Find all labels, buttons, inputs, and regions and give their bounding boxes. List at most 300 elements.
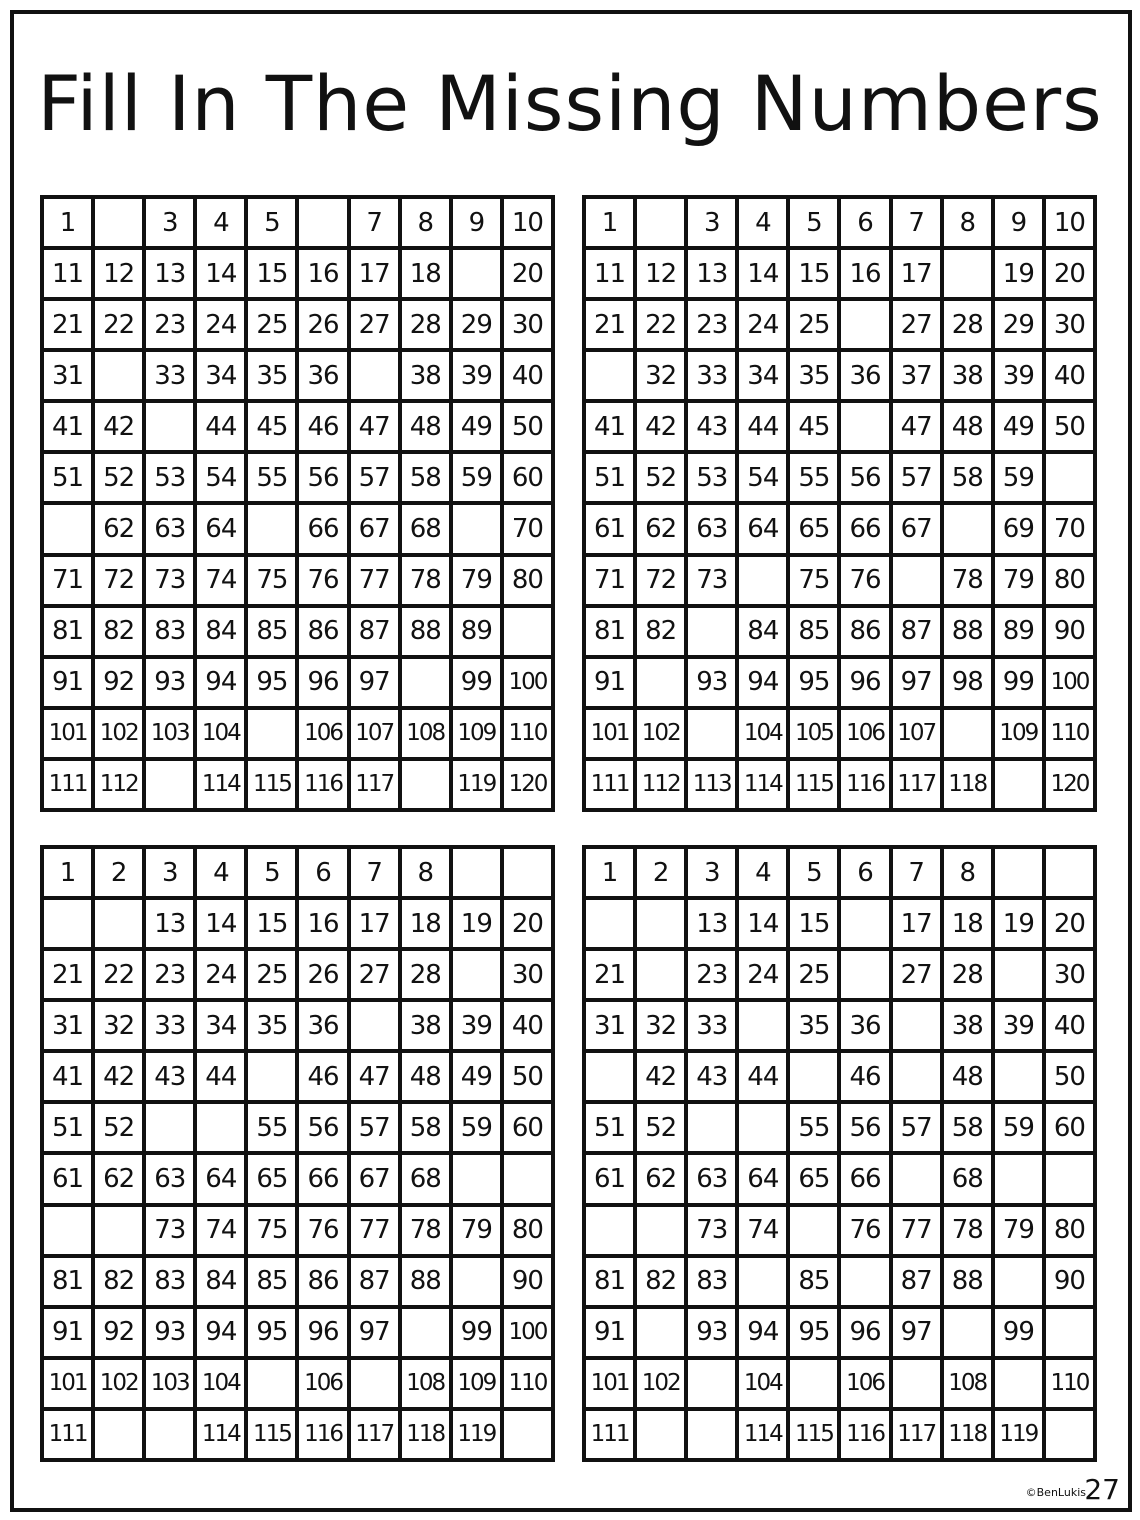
blank-number-cell[interactable] — [635, 1205, 686, 1256]
blank-number-cell[interactable] — [635, 1307, 686, 1358]
blank-number-cell[interactable] — [839, 898, 890, 949]
blank-number-cell[interactable] — [788, 1051, 839, 1102]
blank-number-cell[interactable] — [839, 949, 890, 1000]
number-cell: 75 — [246, 555, 297, 606]
number-cell: 23 — [144, 949, 195, 1000]
number-cell: 116 — [297, 759, 348, 810]
number-cell: 114 — [737, 759, 788, 810]
number-cell: 9 — [451, 197, 502, 248]
number-cell: 77 — [349, 1205, 400, 1256]
number-cell: 69 — [993, 503, 1044, 554]
number-cell: 66 — [839, 503, 890, 554]
number-cell: 7 — [891, 847, 942, 898]
number-cell: 34 — [737, 350, 788, 401]
number-cell: 87 — [891, 606, 942, 657]
number-cell: 59 — [451, 452, 502, 503]
blank-number-cell[interactable] — [942, 708, 993, 759]
number-cell: 40 — [502, 350, 553, 401]
blank-number-cell[interactable] — [635, 1409, 686, 1460]
number-cell: 45 — [246, 401, 297, 452]
number-cell: 110 — [502, 708, 553, 759]
number-cell: 18 — [400, 248, 451, 299]
number-cell: 103 — [144, 1358, 195, 1409]
number-cell: 97 — [891, 657, 942, 708]
blank-number-cell[interactable] — [1044, 1307, 1095, 1358]
number-cell: 17 — [349, 898, 400, 949]
number-cell: 25 — [788, 299, 839, 350]
number-cell: 102 — [93, 708, 144, 759]
number-cell: 8 — [400, 847, 451, 898]
number-cell: 119 — [451, 1409, 502, 1460]
number-grid-bottom-left — [40, 845, 555, 1462]
number-cell: 54 — [737, 452, 788, 503]
number-cell: 17 — [891, 898, 942, 949]
number-cell: 97 — [891, 1307, 942, 1358]
number-cell: 57 — [349, 1102, 400, 1153]
number-cell: 42 — [93, 401, 144, 452]
blank-number-cell[interactable] — [686, 1358, 737, 1409]
number-cell: 99 — [451, 657, 502, 708]
number-cell: 101 — [584, 708, 635, 759]
blank-number-cell[interactable] — [144, 759, 195, 810]
number-cell: 49 — [993, 401, 1044, 452]
number-cell: 36 — [839, 1000, 890, 1051]
blank-number-cell[interactable] — [502, 1409, 553, 1460]
number-cell: 9 — [993, 197, 1044, 248]
number-cell: 18 — [400, 898, 451, 949]
blank-number-cell[interactable] — [451, 1256, 502, 1307]
number-cell: 85 — [788, 606, 839, 657]
number-cell: 22 — [93, 949, 144, 1000]
blank-number-cell[interactable] — [1044, 1409, 1095, 1460]
number-grid-top-right — [582, 195, 1097, 812]
blank-number-cell[interactable] — [1044, 452, 1095, 503]
number-cell: 3 — [686, 847, 737, 898]
number-cell: 96 — [839, 1307, 890, 1358]
number-cell: 80 — [502, 1205, 553, 1256]
blank-number-cell[interactable] — [891, 1051, 942, 1102]
number-cell: 97 — [349, 657, 400, 708]
number-cell: 56 — [839, 452, 890, 503]
number-cell: 117 — [349, 1409, 400, 1460]
blank-number-cell[interactable] — [1044, 1153, 1095, 1204]
number-cell: 28 — [400, 299, 451, 350]
number-cell: 111 — [584, 759, 635, 810]
number-cell: 95 — [788, 657, 839, 708]
number-cell: 38 — [400, 350, 451, 401]
blank-number-cell[interactable] — [686, 606, 737, 657]
number-cell: 118 — [942, 1409, 993, 1460]
blank-number-cell[interactable] — [993, 1051, 1044, 1102]
number-cell: 87 — [891, 1256, 942, 1307]
number-cell: 6 — [839, 197, 890, 248]
number-cell: 80 — [1044, 555, 1095, 606]
blank-number-cell[interactable] — [144, 1102, 195, 1153]
blank-number-cell[interactable] — [686, 708, 737, 759]
number-cell: 52 — [93, 1102, 144, 1153]
number-cell: 79 — [451, 1205, 502, 1256]
number-cell: 14 — [195, 898, 246, 949]
blank-number-cell[interactable] — [93, 197, 144, 248]
blank-number-cell[interactable] — [42, 1205, 93, 1256]
blank-number-cell[interactable] — [502, 1153, 553, 1204]
blank-number-cell[interactable] — [993, 847, 1044, 898]
number-cell: 77 — [349, 555, 400, 606]
number-cell: 24 — [195, 299, 246, 350]
number-cell: 79 — [451, 555, 502, 606]
number-cell: 36 — [297, 1000, 348, 1051]
blank-number-cell[interactable] — [349, 1358, 400, 1409]
blank-number-cell[interactable] — [195, 1102, 246, 1153]
blank-number-cell[interactable] — [686, 1409, 737, 1460]
blank-number-cell[interactable] — [635, 197, 686, 248]
number-cell: 82 — [93, 1256, 144, 1307]
number-cell: 102 — [635, 1358, 686, 1409]
blank-number-cell[interactable] — [891, 1153, 942, 1204]
number-cell: 56 — [297, 452, 348, 503]
blank-number-cell[interactable] — [891, 1358, 942, 1409]
blank-number-cell[interactable] — [349, 350, 400, 401]
number-cell: 102 — [635, 708, 686, 759]
number-cell: 7 — [349, 847, 400, 898]
number-cell: 111 — [42, 759, 93, 810]
number-cell: 75 — [246, 1205, 297, 1256]
blank-number-cell[interactable] — [246, 1358, 297, 1409]
number-cell: 119 — [451, 759, 502, 810]
number-cell: 31 — [584, 1000, 635, 1051]
blank-number-cell[interactable] — [246, 503, 297, 554]
number-cell: 70 — [1044, 503, 1095, 554]
number-cell: 71 — [42, 555, 93, 606]
blank-number-cell[interactable] — [400, 759, 451, 810]
number-cell: 62 — [93, 1153, 144, 1204]
blank-number-cell[interactable] — [451, 1153, 502, 1204]
number-cell: 62 — [93, 503, 144, 554]
blank-number-cell[interactable] — [144, 401, 195, 452]
blank-number-cell[interactable] — [737, 1256, 788, 1307]
number-cell: 67 — [891, 503, 942, 554]
number-cell: 26 — [297, 299, 348, 350]
number-cell: 64 — [737, 503, 788, 554]
number-cell: 3 — [686, 197, 737, 248]
blank-number-cell[interactable] — [584, 1205, 635, 1256]
number-cell: 86 — [297, 1256, 348, 1307]
blank-number-cell[interactable] — [246, 708, 297, 759]
number-cell: 57 — [891, 1102, 942, 1153]
number-cell: 104 — [737, 708, 788, 759]
blank-number-cell[interactable] — [737, 1000, 788, 1051]
number-cell: 56 — [297, 1102, 348, 1153]
number-cell: 108 — [400, 1358, 451, 1409]
number-cell: 38 — [942, 350, 993, 401]
number-cell: 1 — [42, 197, 93, 248]
number-cell: 73 — [144, 555, 195, 606]
blank-number-cell[interactable] — [1044, 847, 1095, 898]
page-title: Fill In The Missing Numbers — [37, 59, 1103, 148]
blank-number-cell[interactable] — [635, 657, 686, 708]
number-cell: 91 — [42, 657, 93, 708]
number-cell: 27 — [349, 299, 400, 350]
number-cell: 116 — [839, 1409, 890, 1460]
blank-number-cell[interactable] — [839, 1256, 890, 1307]
number-cell: 117 — [891, 759, 942, 810]
blank-number-cell[interactable] — [297, 197, 348, 248]
blank-number-cell[interactable] — [93, 898, 144, 949]
number-cell: 101 — [42, 708, 93, 759]
number-cell: 32 — [93, 1000, 144, 1051]
blank-number-cell[interactable] — [144, 1409, 195, 1460]
number-cell: 19 — [993, 898, 1044, 949]
number-cell: 25 — [788, 949, 839, 1000]
blank-number-cell[interactable] — [584, 1051, 635, 1102]
blank-number-cell[interactable] — [451, 248, 502, 299]
number-cell: 58 — [942, 452, 993, 503]
number-cell: 75 — [788, 555, 839, 606]
number-cell: 31 — [42, 350, 93, 401]
number-cell: 44 — [195, 401, 246, 452]
number-cell: 39 — [451, 350, 502, 401]
blank-number-cell[interactable] — [635, 949, 686, 1000]
number-cell: 6 — [839, 847, 890, 898]
number-cell: 33 — [686, 1000, 737, 1051]
blank-number-cell[interactable] — [451, 847, 502, 898]
number-cell: 55 — [246, 1102, 297, 1153]
number-cell: 51 — [584, 452, 635, 503]
blank-number-cell[interactable] — [788, 1358, 839, 1409]
number-cell: 88 — [400, 606, 451, 657]
number-cell: 93 — [686, 1307, 737, 1358]
number-cell: 15 — [788, 248, 839, 299]
copyright-credit: ©BenLukis — [1025, 1486, 1086, 1499]
number-cell: 39 — [451, 1000, 502, 1051]
blank-number-cell[interactable] — [584, 350, 635, 401]
number-cell: 104 — [195, 1358, 246, 1409]
number-cell: 61 — [584, 1153, 635, 1204]
number-cell: 39 — [993, 1000, 1044, 1051]
number-cell: 111 — [42, 1409, 93, 1460]
number-cell: 56 — [839, 1102, 890, 1153]
number-cell: 97 — [349, 1307, 400, 1358]
number-cell: 52 — [635, 452, 686, 503]
blank-number-cell[interactable] — [93, 350, 144, 401]
number-cell: 50 — [1044, 1051, 1095, 1102]
number-cell: 76 — [839, 555, 890, 606]
number-cell: 65 — [246, 1153, 297, 1204]
blank-number-cell[interactable] — [737, 1102, 788, 1153]
number-cell: 67 — [349, 503, 400, 554]
number-cell: 32 — [635, 1000, 686, 1051]
number-cell: 61 — [584, 503, 635, 554]
blank-number-cell[interactable] — [502, 847, 553, 898]
number-cell: 54 — [195, 452, 246, 503]
number-cell: 63 — [686, 1153, 737, 1204]
number-cell: 103 — [144, 708, 195, 759]
number-cell: 45 — [788, 401, 839, 452]
number-cell: 81 — [42, 1256, 93, 1307]
number-cell: 38 — [942, 1000, 993, 1051]
blank-number-cell[interactable] — [942, 248, 993, 299]
number-cell: 92 — [93, 657, 144, 708]
blank-number-cell[interactable] — [502, 606, 553, 657]
number-cell: 117 — [349, 759, 400, 810]
number-cell: 94 — [737, 657, 788, 708]
number-cell: 27 — [891, 949, 942, 1000]
number-cell: 48 — [942, 401, 993, 452]
number-cell: 77 — [891, 1205, 942, 1256]
number-cell: 113 — [686, 759, 737, 810]
number-cell: 80 — [1044, 1205, 1095, 1256]
number-cell: 64 — [195, 1153, 246, 1204]
blank-number-cell[interactable] — [737, 555, 788, 606]
number-cell: 4 — [195, 847, 246, 898]
number-cell: 64 — [195, 503, 246, 554]
number-cell: 36 — [297, 350, 348, 401]
number-cell: 41 — [584, 401, 635, 452]
number-cell: 114 — [195, 759, 246, 810]
number-cell: 51 — [42, 452, 93, 503]
number-cell: 53 — [144, 452, 195, 503]
blank-number-cell[interactable] — [246, 1051, 297, 1102]
number-cell: 2 — [635, 847, 686, 898]
blank-number-cell[interactable] — [635, 898, 686, 949]
number-cell: 35 — [246, 1000, 297, 1051]
blank-number-cell[interactable] — [42, 503, 93, 554]
blank-number-cell[interactable] — [584, 898, 635, 949]
number-cell: 19 — [993, 248, 1044, 299]
blank-number-cell[interactable] — [993, 759, 1044, 810]
number-cell: 21 — [584, 949, 635, 1000]
number-grid-top-left — [40, 195, 555, 812]
number-cell: 62 — [635, 503, 686, 554]
number-cell: 44 — [195, 1051, 246, 1102]
number-cell: 36 — [839, 350, 890, 401]
number-cell: 87 — [349, 606, 400, 657]
blank-number-cell[interactable] — [942, 503, 993, 554]
number-cell: 88 — [942, 606, 993, 657]
number-cell: 91 — [42, 1307, 93, 1358]
number-cell: 26 — [297, 949, 348, 1000]
number-cell: 14 — [195, 248, 246, 299]
number-cell: 41 — [42, 401, 93, 452]
number-cell: 34 — [195, 350, 246, 401]
number-cell: 27 — [349, 949, 400, 1000]
number-cell: 22 — [635, 299, 686, 350]
number-cell: 105 — [788, 708, 839, 759]
number-cell: 73 — [686, 555, 737, 606]
number-cell: 95 — [788, 1307, 839, 1358]
blank-number-cell[interactable] — [451, 503, 502, 554]
number-cell: 1 — [584, 197, 635, 248]
number-cell: 18 — [942, 898, 993, 949]
number-cell: 83 — [686, 1256, 737, 1307]
number-cell: 74 — [737, 1205, 788, 1256]
number-cell: 24 — [737, 949, 788, 1000]
number-cell: 58 — [400, 452, 451, 503]
number-cell: 20 — [1044, 898, 1095, 949]
number-cell: 28 — [400, 949, 451, 1000]
number-cell: 118 — [400, 1409, 451, 1460]
number-cell: 82 — [635, 1256, 686, 1307]
number-cell: 55 — [788, 452, 839, 503]
number-cell: 5 — [788, 197, 839, 248]
number-cell: 25 — [246, 949, 297, 1000]
blank-number-cell[interactable] — [686, 1102, 737, 1153]
number-cell: 120 — [1044, 759, 1095, 810]
number-cell: 51 — [584, 1102, 635, 1153]
number-cell: 20 — [1044, 248, 1095, 299]
number-cell: 42 — [635, 401, 686, 452]
blank-number-cell[interactable] — [993, 1256, 1044, 1307]
blank-number-cell[interactable] — [93, 1409, 144, 1460]
blank-number-cell[interactable] — [93, 1205, 144, 1256]
number-cell: 55 — [788, 1102, 839, 1153]
blank-number-cell[interactable] — [400, 657, 451, 708]
number-cell: 104 — [737, 1358, 788, 1409]
blank-number-cell[interactable] — [349, 1000, 400, 1051]
blank-number-cell[interactable] — [993, 949, 1044, 1000]
number-cell: 72 — [93, 555, 144, 606]
number-cell: 92 — [93, 1307, 144, 1358]
number-cell: 85 — [788, 1256, 839, 1307]
number-cell: 16 — [297, 248, 348, 299]
number-cell: 72 — [635, 555, 686, 606]
number-cell: 81 — [584, 1256, 635, 1307]
number-cell: 1 — [42, 847, 93, 898]
number-cell: 3 — [144, 197, 195, 248]
number-cell: 41 — [42, 1051, 93, 1102]
number-cell: 112 — [635, 759, 686, 810]
blank-number-cell[interactable] — [891, 555, 942, 606]
blank-number-cell[interactable] — [891, 1000, 942, 1051]
blank-number-cell[interactable] — [788, 1205, 839, 1256]
blank-number-cell[interactable] — [451, 949, 502, 1000]
number-cell: 48 — [942, 1051, 993, 1102]
number-cell: 61 — [42, 1153, 93, 1204]
number-cell: 49 — [451, 401, 502, 452]
number-cell: 82 — [635, 606, 686, 657]
number-cell: 115 — [246, 1409, 297, 1460]
blank-number-cell[interactable] — [993, 1358, 1044, 1409]
number-cell: 96 — [839, 657, 890, 708]
number-cell: 33 — [144, 1000, 195, 1051]
number-cell: 22 — [93, 299, 144, 350]
number-cell: 115 — [246, 759, 297, 810]
number-cell: 29 — [993, 299, 1044, 350]
number-cell: 30 — [502, 949, 553, 1000]
number-cell: 68 — [400, 1153, 451, 1204]
number-cell: 114 — [737, 1409, 788, 1460]
number-cell: 74 — [195, 555, 246, 606]
number-cell: 47 — [349, 401, 400, 452]
blank-number-cell[interactable] — [400, 1307, 451, 1358]
number-cell: 109 — [451, 1358, 502, 1409]
number-cell: 44 — [737, 1051, 788, 1102]
blank-number-cell[interactable] — [839, 401, 890, 452]
blank-number-cell[interactable] — [993, 1153, 1044, 1204]
number-cell: 25 — [246, 299, 297, 350]
number-cell: 13 — [686, 898, 737, 949]
blank-number-cell[interactable] — [42, 898, 93, 949]
number-cell: 99 — [993, 657, 1044, 708]
number-cell: 44 — [737, 401, 788, 452]
number-cell: 11 — [42, 248, 93, 299]
number-cell: 76 — [839, 1205, 890, 1256]
number-cell: 29 — [451, 299, 502, 350]
blank-number-cell[interactable] — [942, 1307, 993, 1358]
number-cell: 42 — [93, 1051, 144, 1102]
blank-number-cell[interactable] — [839, 299, 890, 350]
number-cell: 84 — [195, 606, 246, 657]
